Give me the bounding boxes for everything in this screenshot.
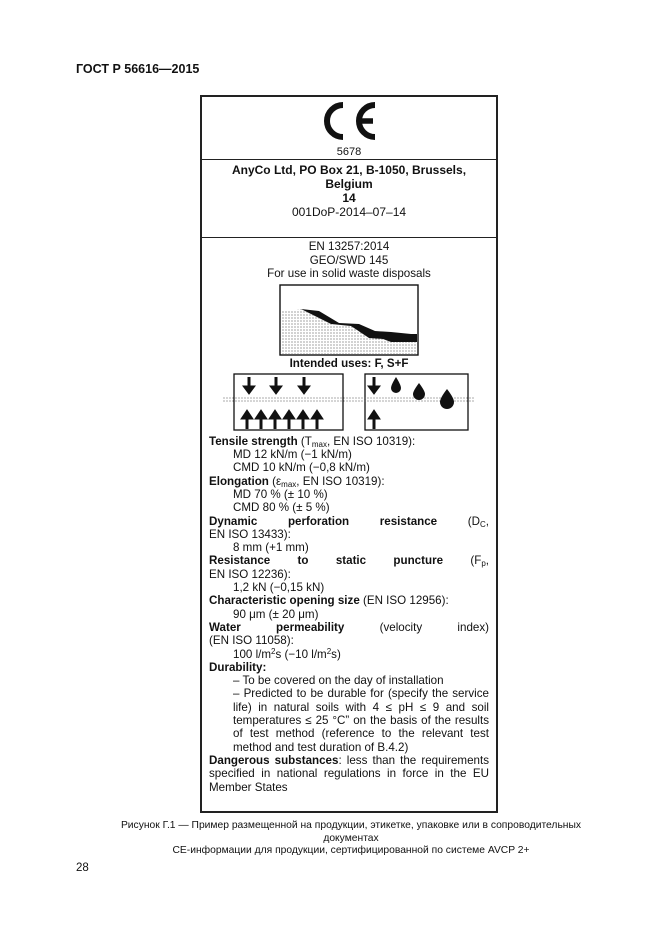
ce-mark-section xyxy=(202,97,496,160)
elongation-cmd-value: CMD 80 % (± 5 %) xyxy=(233,501,330,515)
static-puncture-value: 1,2 kN (−0,15 kN) xyxy=(233,581,325,595)
manufacturer-section xyxy=(202,160,496,238)
dynamic-perforation-title: Dynamic perforation resistance ($D_C$, xyxy=(209,514,489,529)
water-permeability-title: Water permeability (velocity index) xyxy=(209,620,489,634)
static-puncture-title: Resistance to static puncture ($F_p$, xyxy=(209,554,489,569)
year-of-affixing: 14 xyxy=(342,191,356,205)
product-section xyxy=(202,238,496,794)
dynamic-perforation-value: 8 mm (+1 mm) xyxy=(233,541,309,555)
intended-use: For use in solid waste disposals xyxy=(267,267,431,280)
notified-body-number: 5678 xyxy=(336,146,362,158)
landfill-slope-icon xyxy=(279,284,419,356)
figure-caption xyxy=(96,820,606,858)
durability-title: Durability: xyxy=(209,660,267,674)
dop-number: 001DoP-2014–07–14 xyxy=(291,205,407,219)
tensile-cmd-value: CMD 10 kN/m (−0,8 kN/m) xyxy=(233,461,370,475)
ce-marking-label xyxy=(200,95,498,813)
tensile-md-value: MD 12 kN/m (−1 kN/m) xyxy=(233,448,352,462)
document-standard-header: ГОСТ Р 56616—2015 xyxy=(76,62,200,76)
product-standard: EN 13257:2014 xyxy=(308,240,390,253)
function-icons xyxy=(223,373,475,431)
intended-uses-label: Intended uses: F, S+F xyxy=(289,356,409,370)
elongation-title: Elongation ($\varepsilon_{max}$, EN ISO 10319): xyxy=(209,474,385,489)
opening-size-title: Characteristic opening size (EN ISO 12956): xyxy=(209,594,449,608)
dangerous-substances: Dangerous substances: less than the requirements specified in national regulations in force in the EU Member States xyxy=(209,753,489,794)
dynamic-perforation-standard: EN ISO 13433): xyxy=(209,527,291,541)
caption-line-1: Рисунок Г.1 — Пример размещенной на продукции, этикетке, упаковке или в сопроводительных документах xyxy=(120,820,582,844)
manufacturer-address: AnyCo Ltd, PO Box 21, B-1050, Brussels, xyxy=(231,163,467,177)
opening-size-value: 90 μm (± 20 μm) xyxy=(233,607,319,621)
caption-line-2: CE-информации для продукции, сертифицированной по системе AVCP 2+ xyxy=(172,845,530,856)
tensile-strength-title: Tensile strength ($T_{max}$, EN ISO 10319): xyxy=(209,434,416,449)
durability-item-installation: – To be covered on the day of installation xyxy=(233,674,444,688)
durability-item-service-life: – Predicted to be durable for (specify the service life) in natural soils with 4 ≤ pH ≤ 9 and soil temperatures ≤ 25 °C” on the basis of the results of test method (reference to the relevant test method and test duration of B.4.2) xyxy=(233,687,489,754)
ce-logo-icon xyxy=(317,101,381,141)
static-puncture-standard: EN ISO 12236): xyxy=(209,567,291,581)
water-permeability-value: 100 $l/m^2s$ (−10 $l/m^2s$) xyxy=(233,646,341,661)
separation-icon xyxy=(223,374,354,430)
page-number: 28 xyxy=(76,862,89,874)
elongation-md-value: MD 70 % (± 10 %) xyxy=(233,487,328,501)
water-permeability-standard: (EN ISO 11058): xyxy=(209,634,294,648)
filtration-icon xyxy=(354,374,475,430)
manufacturer-country: Belgium xyxy=(325,177,373,191)
product-code: GEO/SWD 145 xyxy=(309,253,389,267)
